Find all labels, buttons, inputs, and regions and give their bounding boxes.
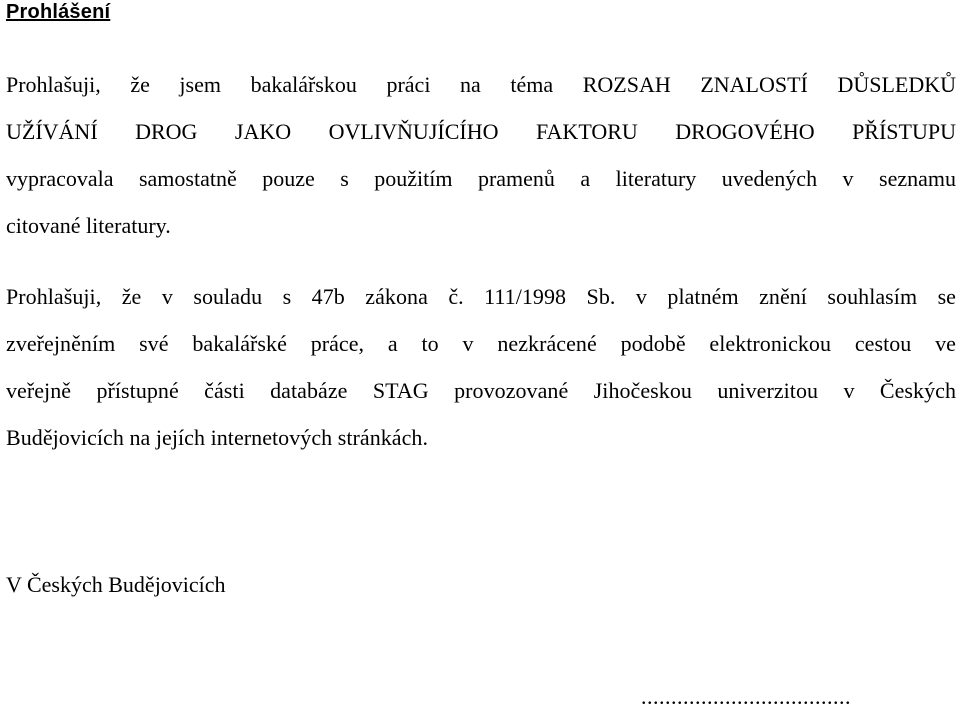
paragraph-line: Prohlašuji, že jsem bakalářskou práci na téma ROZSAH ZNALOSTÍ DŮSLEDKŮ [6, 72, 956, 97]
paragraph-line: citované literatury. [6, 213, 171, 238]
consent-paragraph [6, 273, 956, 461]
declaration-paragraph [6, 61, 956, 249]
place-line: V Českých Budějovicích [6, 572, 226, 597]
paragraph-line: Prohlašuji, že v souladu s 47b zákona č. 111/1998 Sb. v platném znění souhlasím se [6, 284, 956, 309]
paragraph-line: vypracovala samostatně pouze s použitím pramenů a literatury uvedených v seznamu [6, 166, 956, 191]
paragraph-line: zveřejněním své bakalářské práce, a to v nezkrácené podobě elektronickou cestou ve [6, 331, 956, 356]
signature-line: ................................... [641, 684, 851, 709]
paragraph-line: veřejně přístupné části databáze STAG provozované Jihočeskou univerzitou v Českých [6, 378, 956, 403]
page-title: Prohlášení [6, 1, 111, 23]
paragraph-line: UŽÍVÁNÍ DROG JAKO OVLIVŇUJÍCÍHO FAKTORU DROGOVÉHO PŘÍSTUPU [6, 119, 956, 144]
paragraph-line: Budějovicích na jejích internetových stránkách. [6, 425, 429, 450]
